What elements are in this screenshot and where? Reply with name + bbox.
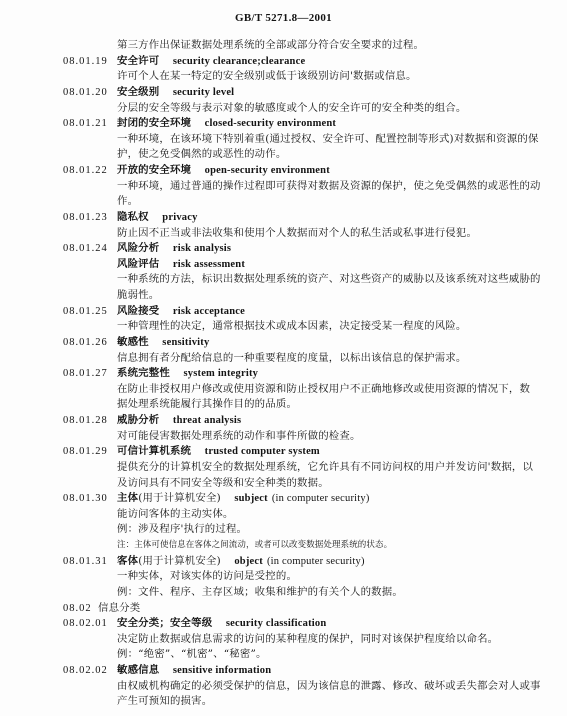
- term-entry-08-02-02: [0, 663, 567, 710]
- entry-number: 08.01.27: [63, 368, 108, 380]
- term-zh: 威胁分析: [117, 414, 160, 426]
- term-en: risk acceptance: [172, 305, 245, 317]
- term-zh: 系统完整性: [117, 367, 170, 380]
- term-qualifier-en: (in computer security): [266, 555, 365, 567]
- definition-line: 一种环境，通过普通的操作过程即可获得对数据及资源的保护，使之免受偶然的或恶性的动: [117, 179, 541, 192]
- definition-line: 决定防止数据或信息需求的访问的某种程度的保护，同时对该保护程度给以命名。: [117, 632, 499, 645]
- term-zh: 风险接受: [117, 304, 160, 317]
- term-zh: 开放的安全环境: [117, 164, 192, 176]
- term-line: [0, 554, 567, 570]
- term-line: [0, 413, 567, 429]
- term-en: threat analysis: [172, 415, 242, 426]
- definition-line: 护，使之免受偶然的或恶性的动作。: [117, 148, 287, 161]
- term-line: [0, 663, 567, 679]
- definition-line: 对可能侵害数据处理系统的动作和事件所做的检查。: [117, 429, 361, 442]
- term-zh: 安全级别: [117, 85, 160, 98]
- entry-number: 08.01.26: [63, 336, 108, 348]
- term-line: [0, 210, 567, 226]
- term-zh: 可信计算机系统: [117, 445, 192, 458]
- term-en: risk analysis: [172, 243, 232, 255]
- term-zh: 安全分类；安全等级: [117, 617, 213, 630]
- term-entry-08-01-23: [0, 210, 567, 241]
- definition-line: 由权威机构确定的必须受保护的信息，因为该信息的泄露、修改、破坏或丢失都会对人或事: [117, 679, 541, 692]
- entry-number: 08.01.21: [63, 118, 108, 130]
- term-qualifier-zh: (用于计算机安全): [138, 492, 221, 505]
- term-entry-08-01-24: [0, 241, 567, 304]
- entry-number: 08.01.30: [63, 493, 108, 505]
- section-number: 08.02: [63, 602, 92, 614]
- entry-number: 08.01.31: [63, 555, 108, 567]
- entry-number: 08.02.01: [63, 618, 108, 630]
- term-en: privacy: [162, 211, 198, 223]
- definition-line: 据处理系统能履行其操作目的的品质。: [117, 398, 298, 411]
- term-zh: 安全许可: [117, 54, 160, 67]
- entry-number: 08.01.29: [63, 446, 108, 458]
- term-en: sensitivity: [162, 336, 210, 348]
- definition-line: 防止因不正当或非法收集和使用个人数据而对个人的私生活或私事进行侵犯。: [117, 226, 478, 239]
- term-en: security clearance;clearance: [172, 55, 306, 67]
- term-en: subject: [234, 493, 268, 505]
- section-heading: [0, 601, 567, 617]
- term-line: [0, 491, 567, 507]
- definition-line: 一种管理性的决定，通常根据技术或成本因素，决定接受某一程度的风险。: [117, 320, 467, 333]
- term-zh: 敏感性: [117, 335, 149, 348]
- term-zh: 风险分析: [117, 242, 160, 255]
- term-en: trusted computer system: [204, 446, 320, 458]
- term-zh: 客体: [117, 554, 139, 567]
- definition-line: 信息拥有者分配给信息的一种重要程度的度量，以标出该信息的保护需求。: [117, 351, 467, 364]
- term-line: [0, 444, 567, 460]
- definition-line: 提供充分的计算机安全的数据处理系统，它允许具有不同访问权的用户并发访问'数据，以: [117, 460, 534, 473]
- term-entry-08-01-25: [0, 304, 567, 335]
- entry-number: 08.02.02: [63, 665, 108, 676]
- term-line: [0, 366, 567, 382]
- term-zh: 隐私权: [117, 210, 149, 223]
- term-entry-08-01-30: [0, 491, 567, 554]
- term-line: [0, 85, 567, 101]
- term-zh: 封闭的安全环境: [117, 117, 192, 130]
- definition-line: 一种系统的方法，标识出数据处理系统的资产、对这些资产的威胁以及该系统对这些威胁的: [117, 273, 541, 286]
- document-body: [0, 38, 567, 710]
- term-entry-08-01-19: [0, 54, 567, 85]
- definition-line: 许可个人在某一特定的安全级别或低于该级别访问'数据或信息。: [117, 70, 417, 83]
- term-entry-08-01-29: [0, 444, 567, 491]
- entry-number: 08.01.23: [63, 211, 108, 223]
- term-entry-08-01-26: [0, 335, 567, 366]
- term-entry-08-01-20: [0, 85, 567, 116]
- term-line: [0, 163, 567, 179]
- entry-number: 08.01.22: [63, 165, 108, 176]
- synonym-term-zh: 风险评估: [117, 257, 160, 270]
- definition-line: 一种实体，对该实体的访问是受控的。: [117, 570, 298, 583]
- term-en: system integrity: [183, 368, 259, 380]
- entry-number: 08.01.25: [63, 305, 108, 317]
- term-line: [0, 241, 567, 257]
- entry-number: 08.01.19: [63, 55, 108, 67]
- definition-line: 能访问客体的主动实体。: [117, 507, 234, 520]
- term-line: [0, 116, 567, 132]
- term-en: open-security environment: [204, 165, 330, 176]
- synonym-term-line: [0, 257, 567, 273]
- definition-line: 一种环境，在该环境下特别着重(通过授权、安全许可、配置控制等形式)对数据和资源的保: [117, 132, 539, 145]
- term-zh: 主体: [117, 492, 139, 505]
- definition-line: 脆弱性。: [117, 289, 160, 301]
- term-qualifier-zh: (用于计算机安全): [138, 554, 221, 567]
- entry-number: 08.01.28: [63, 415, 108, 426]
- example-line: 例：“绝密”、“机密”、“秘密”。: [117, 648, 267, 661]
- synonym-term-en: risk assessment: [172, 258, 246, 270]
- term-line: [0, 54, 567, 70]
- entry-number: 08.01.20: [63, 86, 108, 98]
- term-en: sensitive information: [172, 665, 272, 676]
- term-en: object: [234, 555, 263, 567]
- term-entry-08-01-31: [0, 554, 567, 601]
- definition-line: 在防止非授权用户修改或使用资源和防止授权用户不正确地修改或使用资源的情况下，数: [117, 382, 531, 395]
- definition-line: 分层的安全等级与表示对象的敏感度或个人的安全许可的安全种类的组合。: [117, 101, 467, 114]
- term-entry-08-01-27: [0, 366, 567, 413]
- definition-line: 作。: [117, 195, 139, 208]
- term-entry-08-01-28: [0, 413, 567, 444]
- term-zh: 敏感信息: [117, 664, 160, 676]
- term-en: closed-security environment: [204, 118, 337, 130]
- example-line: 例：涉及程序'执行的过程。: [117, 523, 248, 536]
- term-line: [0, 616, 567, 632]
- standard-code-header: GB/T 5271.8—2001: [235, 12, 332, 24]
- example-line: 例：文件、程序、主存区域；收集和维护的有关个人的数据。: [117, 585, 403, 598]
- section-title: 信息分类: [98, 601, 141, 614]
- term-entry-08-02-01: [0, 616, 567, 663]
- term-en: security classification: [225, 618, 327, 630]
- term-entry-08-01-22: [0, 163, 567, 210]
- continuation-line: 第三方作出保证数据处理系统的全部或部分符合安全要求的过程。: [117, 39, 425, 51]
- term-line: [0, 304, 567, 320]
- note-line: 注：主体可使信息在客体之间流动，或者可以改变数据处理系统的状态。: [117, 540, 393, 550]
- term-en: security level: [172, 86, 235, 98]
- term-line: [0, 335, 567, 351]
- term-entry-08-01-21: [0, 116, 567, 163]
- definition-line: 及访问具有不同安全等级和安全种类的数据。: [117, 476, 329, 489]
- entry-number: 08.01.24: [63, 243, 108, 255]
- definition-line: 产生可预知的损害。: [117, 695, 213, 708]
- term-qualifier-en: (in computer security): [271, 493, 370, 505]
